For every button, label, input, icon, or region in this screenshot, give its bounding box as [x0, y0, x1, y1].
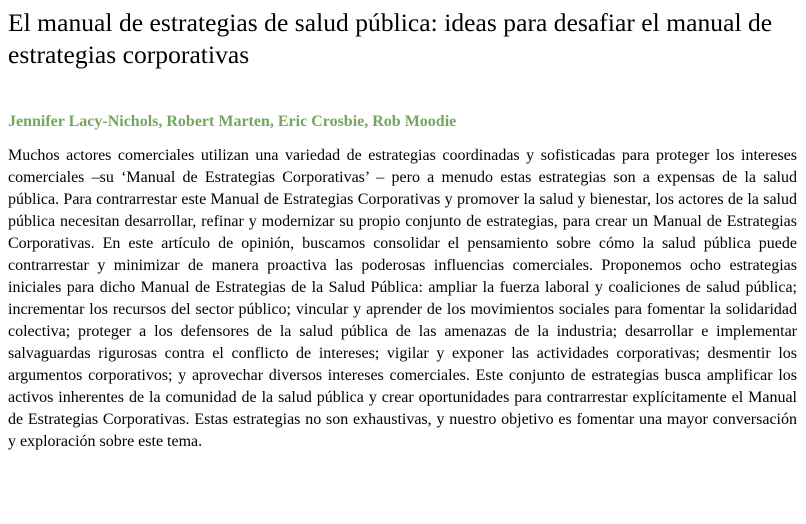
article-authors: Jennifer Lacy-Nichols, Robert Marten, Eric Crosbie, Rob Moodie: [8, 113, 457, 130]
article-title: El manual de estrategias de salud pública: ideas para desafiar el manual de estrategias corporativas: [8, 8, 773, 69]
article-abstract: Muchos actores comerciales utilizan una variedad de estrategias coordinadas y sofisticadas para proteger los intereses comerciales –su ‘Manual de Estrategias Corporativas’ – pero a menudo estas estrategias son a expensas de la salud pública. Para contrarrestar este Manual de Estrategias Corporativas y promover la salud y bienestar, los actores de la salud pública necesitan desarrollar, refinar y modernizar su propio conjunto de estrategias, para crear un Manual de Estrategias Corporativas. En este artículo de opinión, buscamos consolidar el pensamiento sobre cómo la salud pública puede contrarrestar y minimizar de manera proactiva las poderosas influencias comerciales. Proponemos ocho estrategias iniciales para dicho Manual de Estrategias de la Salud Pública: ampliar la fuerza laboral y coaliciones de salud pública; incrementar los recursos del sector público; vincular y aprender de los movimientos sociales para fomentar la solidaridad colectiva; proteger a los defensores de la salud pública de las amenazas de la industria; desarrollar e implementar salvaguardas rigurosas contra el conflicto de intereses; vigilar y exponer las actividades corporativas; desmentir los argumentos corporativos; y aprovechar diversos intereses comerciales. Este conjunto de estrategias busca amplificar los activos inherentes de la comunidad de la salud pública y crear oportunidades para contrarrestar explícitamente el Manual de Estrategias Corporativas. Estas estrategias no son exhaustivas, y nuestro objetivo es fomentar una mayor conversación y exploración sobre este tema.: [8, 147, 797, 450]
